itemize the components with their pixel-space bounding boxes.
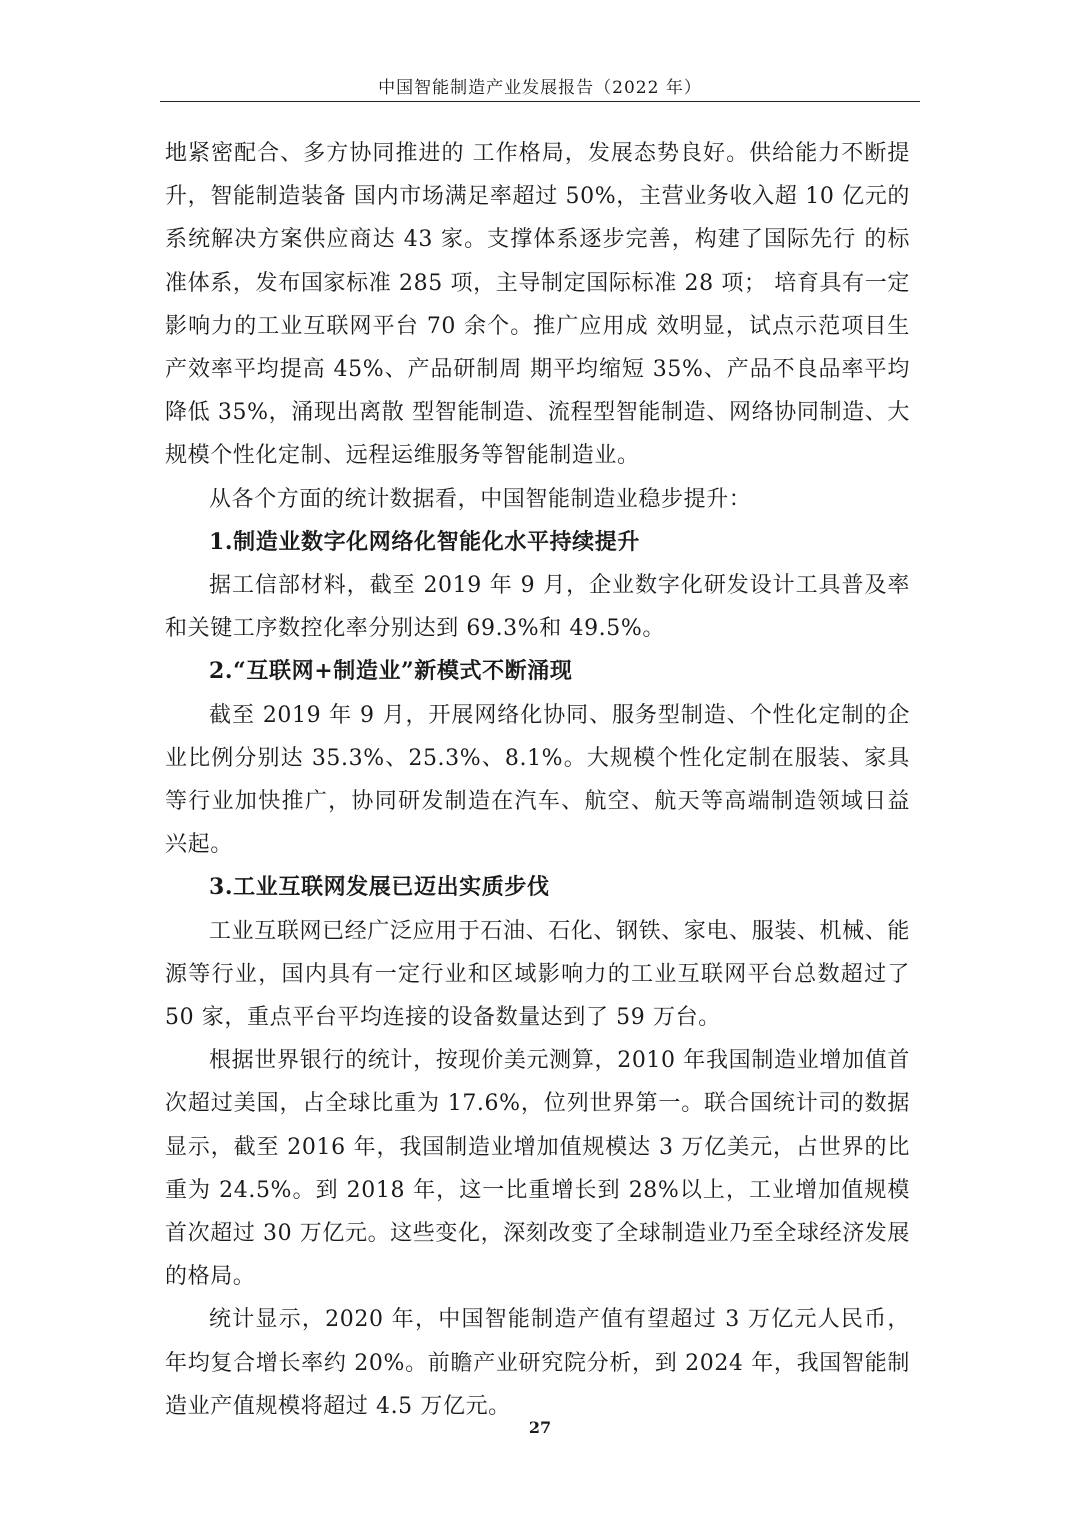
header-rule [160,101,920,102]
page-number: 27 [528,1418,552,1437]
section-heading-3: 3.工业互联网发展已迈出实质步伐 [209,874,550,901]
paragraph-section-1: 据工信部材料，截至 2019 年 9 月，企业数字化研发设计工具普及率和关键工序数控化率分别达到 69.3%和 49.5%。 [165,573,910,642]
running-header: 中国智能制造产业发展报告（2022 年） [378,78,702,98]
section-heading-2: 2.“互联网+制造业”新模式不断涌现 [209,658,573,685]
paragraph-forecast: 统计显示，2020 年，中国智能制造产值有望超过 3 万亿元人民币，年均复合增长率约 20%。前瞻产业研究院分析，到 2024 年，我国智能制造业产值规模将超过 4.5 万亿元。 [165,1307,910,1419]
paragraph-section-2: 截至 2019 年 9 月，开展网络化协同、服务型制造、个性化定制的企业比例分别达 35.3%、25.3%、8.1%。大规模个性化定制在服装、家具等行业加快推广，协同研发制造在汽车、航空、航天等高端制造领域日益兴起。 [165,702,910,858]
paragraph-continuation: 地紧密配合、多方协同推进的 工作格局，发展态势良好。供给能力不断提升，智能制造装备 国内市场满足率超过 50%，主营业务收入超 10 亿元的系统解决方案供应商达 43 家。支撑体系逐步完善，构建了国际先行 的标准体系，发布国家标准 285 项，主导制定国际标准 28 项； 培育具有一定影响力的工业互联网平台 70 余个。推广应用成 效明显，试点示范项目生产效率平均提高 45%、产品研制周 期平均缩短 35%、产品不良品率平均降低 35%，涌现出离散 型智能制造、流程型智能制造、网络协同制造、大规模个性化定制、远程运维服务等智能制造业。 [165,141,910,469]
paragraph-section-3: 工业互联网已经广泛应用于石油、石化、钢铁、家电、服装、机械、能源等行业，国内具有一定行业和区域影响力的工业互联网平台总数超过了 50 家，重点平台平均连接的设备数量达到了 59 万台。 [165,918,910,1031]
paragraph-world-bank: 根据世界银行的统计，按现价美元测算，2010 年我国制造业增加值首次超过美国，占全球比重为 17.6%，位列世界第一。联合国统计司的数据显示，截至 2016 年，我国制造业增加值规模达 3 万亿美元，占世界的比重为 24.5%。到 2018 年，这一比重增长到 28%以上，工业增加值规模首次超过 30 万亿元。这些变化，深刻改变了全球制造业乃至全球经济发展的格局。 [165,1048,910,1290]
page-body [165,132,910,1428]
section-heading-1: 1.制造业数字化网络化智能化水平持续提升 [209,528,640,555]
paragraph-intro-stats: 从各个方面的统计数据看，中国智能制造业稳步提升： [209,486,752,512]
